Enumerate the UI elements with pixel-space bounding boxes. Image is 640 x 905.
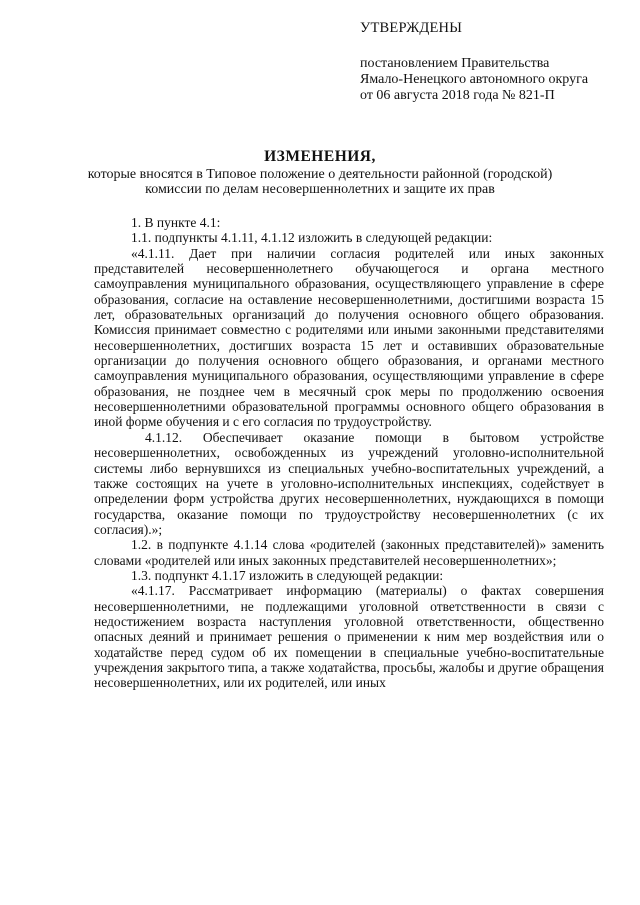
approved-line-3: от 06 августа 2018 года № 821-П <box>360 88 555 103</box>
paragraph-4-1-17: «4.1.17. Рассматривает информацию (материалы) о фактах совершения несовершеннолетними, не подлежащими уголовной ответственности в связи с недостижением возраста наступления уголовной ответственности, общественно опасных деяний и принимает решения о применении к ним мер воздействия или о ходатайстве перед судом об их помещении в специальные учебно-воспитательные учреждения закрытого типа, а также ходатайства, просьбы, жалобы и другие обращения несовершеннолетних, или их родителей, или иных <box>94 583 604 691</box>
paragraph-4-1-12: 4.1.12. Обеспечивает оказание помощи в бытовом устройстве несовершеннолетних, освобожденных из учреждений уголовно-исполнительной системы либо вернувшихся из специальных учебно-воспитательных учреждений, а также состоящих на учете в уголовно-исполнительных инспекциях, содействует в определении форм устройства других несовершеннолетних, нуждающихся в помощи государства, оказание помощи по трудоустройству несовершеннолетних (с их согласия).»; <box>94 429 604 537</box>
approved-line-1: постановлением Правительства <box>360 56 550 71</box>
paragraph-4-1-11: «4.1.11. Дает при наличии согласия родителей или иных законных представителей несовершеннолетнего обучающегося и органа местного самоуправления муниципального образования, осуществляющего управление в сфере образования, согласие на оставление несовершеннолетними, достигшими возраста 15 лет, образовательных организаций до получения основного общего образования. Комиссия принимает совместно с родителями или иными законными представителями несовершеннолетних, достигших возраста 15 лет и оставивших образовательные организации до получения основного общего образования, и органами местного самоуправления муниципального образования, осуществляющими управление в сфере образования, не позднее чем в месячный срок меры по продолжению освоения несовершеннолетними образовательной программы основного общего образования в иной форме обучения и с его согласия по трудоустройству. <box>94 245 604 430</box>
document-body <box>94 215 604 691</box>
paragraph-1-1: 1.1. подпункты 4.1.11, 4.1.12 изложить в следующей редакции: <box>131 230 493 246</box>
paragraph-1-3: 1.3. подпункт 4.1.17 изложить в следующей редакции: <box>131 567 444 583</box>
approval-stamp <box>360 20 620 104</box>
approved-heading: УТВЕРЖДЕНЫ <box>360 20 463 36</box>
paragraph-1-2: 1.2. в подпункте 4.1.14 слова «родителей (законных представителей)» заменить словами «родителей или иных законных представителей несовершеннолетних»; <box>94 537 604 568</box>
document-title-block <box>40 148 600 197</box>
document-title: ИЗМЕНЕНИЯ, <box>264 148 376 165</box>
document-subtitle-line-1: которые вносятся в Типовое положение о деятельности районной (городской) <box>87 167 553 182</box>
document-subtitle-line-2: комиссии по делам несовершеннолетних и защите их прав <box>145 182 495 197</box>
paragraph-1: 1. В пункте 4.1: <box>131 215 221 230</box>
approved-line-2: Ямало-Ненецкого автономного округа <box>360 72 589 87</box>
